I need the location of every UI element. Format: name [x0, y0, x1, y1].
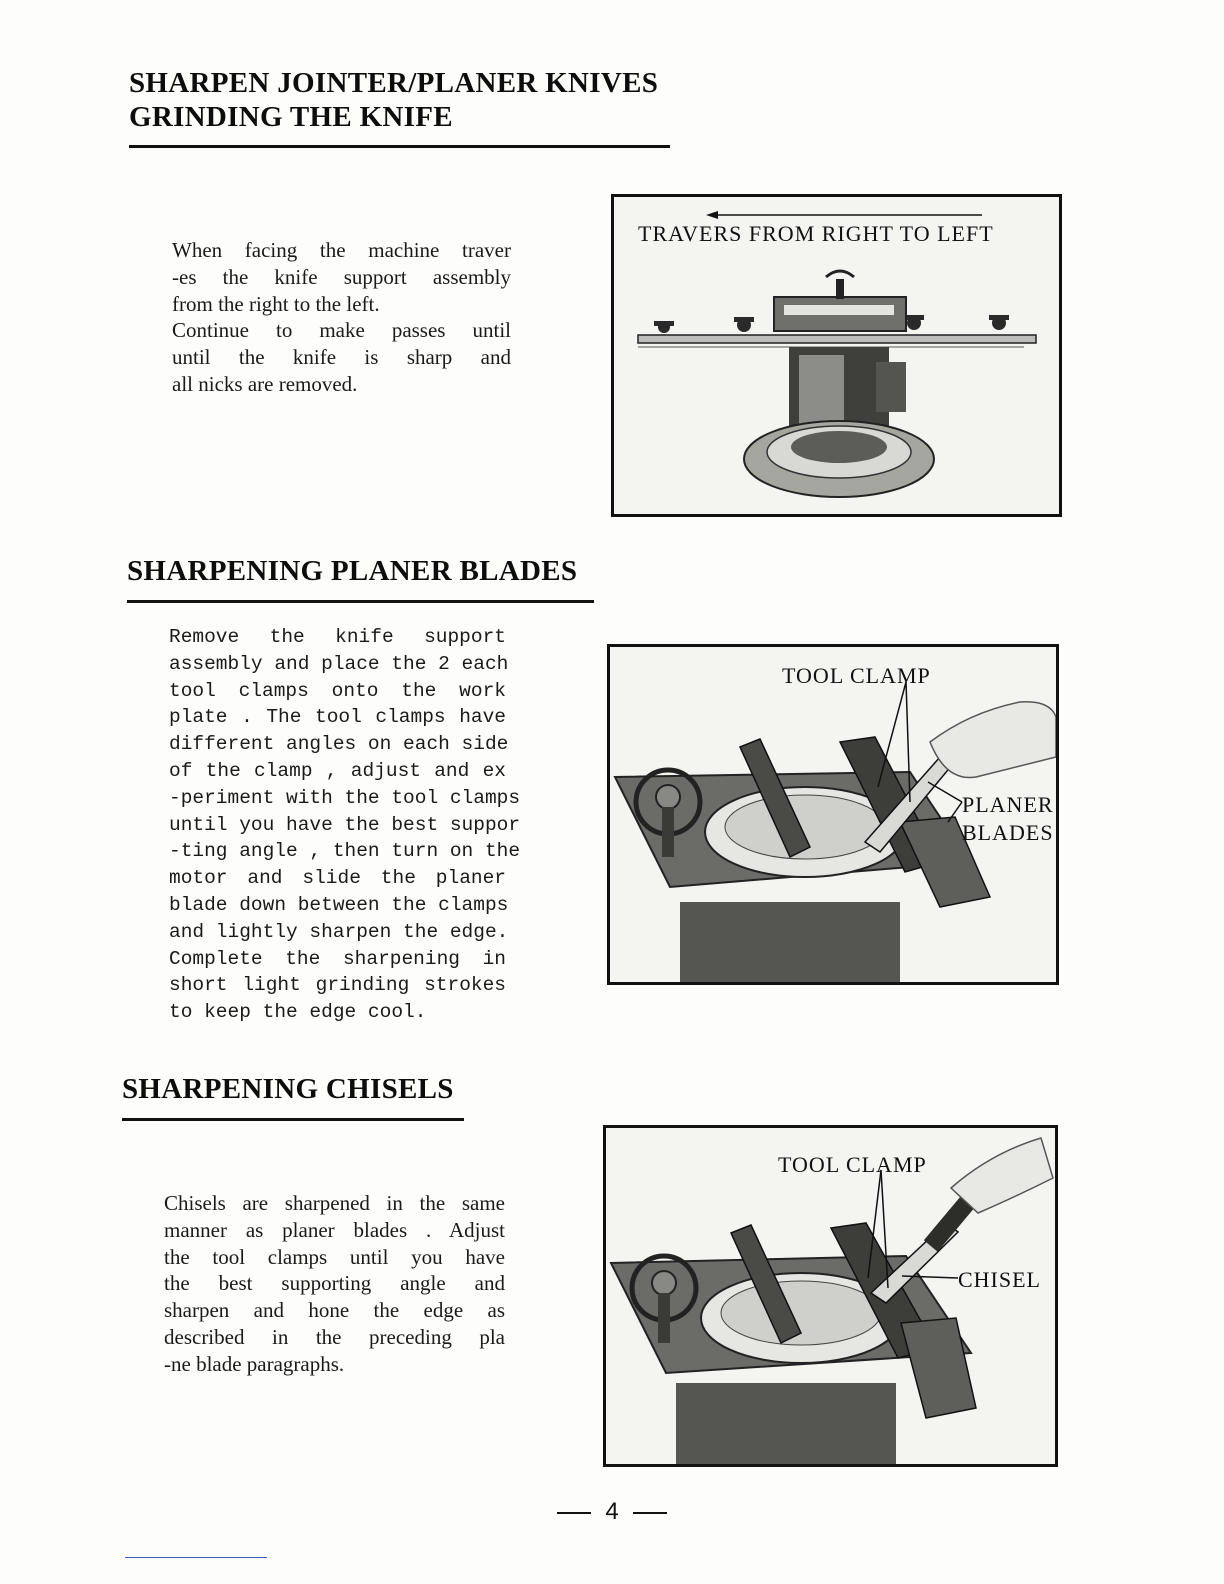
paragraph-line: described in the preceding pla: [164, 1324, 505, 1349]
dash-right: [633, 1512, 667, 1514]
paragraph-line: When facing the machine traver: [172, 238, 511, 262]
paragraph-line: and lightly sharpen the edge.: [169, 920, 509, 943]
paragraph-line: short light grinding strokes: [169, 974, 506, 997]
section-title-line1: SHARPEN JOINTER/PLANER KNIVES: [129, 67, 659, 99]
paragraph-line: manner as planer blades . Adjust: [164, 1217, 505, 1242]
paragraph-line: blade down between the clamps: [169, 893, 509, 916]
paragraph-line: -es the knife support assembly: [172, 264, 511, 289]
footnote-rule: [125, 1557, 267, 1558]
grinding-paragraph: [172, 237, 511, 398]
paragraph-line: assembly and place the 2 each: [169, 652, 509, 675]
paragraph-line: the tool clamps until you have: [164, 1244, 505, 1269]
planer-blades-paragraph: [169, 624, 521, 1026]
paragraph-line: from the right to the left.: [172, 291, 380, 316]
chisels-rule: [122, 1118, 464, 1121]
chisel-label: CHISEL: [958, 1267, 1041, 1292]
paragraph-line: Complete the sharpening in: [169, 947, 506, 970]
planer-blades-title: SHARPENING PLANER BLADES: [127, 555, 578, 587]
section-title-line2: GRINDING THE KNIFE: [129, 101, 453, 133]
blades-label: BLADES: [962, 820, 1054, 845]
page-number: [0, 1498, 1224, 1526]
section-title-rule: [129, 145, 670, 148]
planer-blades-rule: [127, 600, 594, 603]
paragraph-line: -periment with the tool clamps: [169, 786, 521, 809]
dash-left: [557, 1512, 591, 1514]
paragraph-line: plate . The tool clamps have: [169, 706, 506, 729]
paragraph-line: sharpen and hone the edge as: [164, 1298, 505, 1323]
paragraph-line: -ne blade paragraphs.: [164, 1351, 345, 1376]
paragraph-line: different angles on each side: [169, 733, 509, 756]
tool-clamp-label: TOOL CLAMP: [778, 1152, 927, 1177]
paragraph-line: -ting angle , then turn on the: [169, 840, 521, 863]
planer-blades-figure: [607, 644, 1059, 985]
paragraph-line: Remove the knife support: [169, 626, 506, 648]
paragraph-line: of the clamp , adjust and ex: [169, 759, 506, 782]
paragraph-line: tool clamps onto the work: [169, 679, 506, 702]
paragraph-line: all nicks are removed.: [172, 371, 358, 396]
chisels-paragraph: [164, 1190, 505, 1378]
chisels-drawing: [606, 1128, 1055, 1464]
paragraph-line: Chisels are sharpened in the same: [164, 1191, 505, 1215]
paragraph-line: the best supporting angle and: [164, 1271, 505, 1296]
travers-label: TRAVERS FROM RIGHT TO LEFT: [638, 221, 994, 246]
paragraph-line: until the knife is sharp and: [172, 345, 511, 370]
paragraph-line: to keep the edge cool.: [169, 1001, 427, 1024]
chisels-title: SHARPENING CHISELS: [122, 1073, 454, 1105]
paragraph-line: motor and slide the planer: [169, 867, 506, 890]
planer-label: PLANER: [962, 792, 1054, 817]
paragraph-line: until you have the best suppor: [169, 813, 521, 836]
chisels-figure: [603, 1125, 1058, 1467]
tool-clamp-label: TOOL CLAMP: [782, 663, 931, 688]
paragraph-line: Continue to make passes until: [172, 318, 511, 343]
knife-support-figure: [611, 194, 1062, 517]
page-number-value: 4: [605, 1498, 619, 1525]
